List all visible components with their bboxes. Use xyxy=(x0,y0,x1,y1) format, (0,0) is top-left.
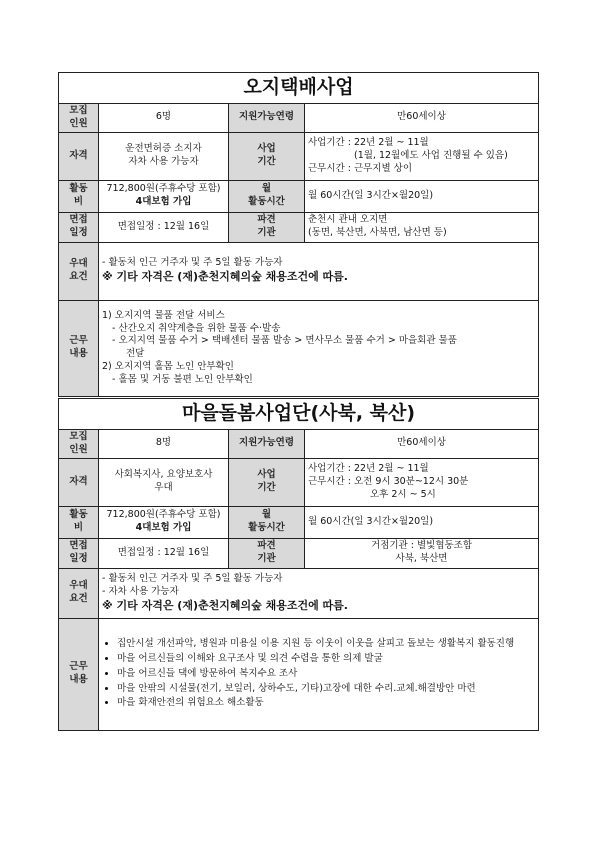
preference: - 활동처 인근 거주자 및 주 5일 활동 가능자 - 자차 사용 가능자 ※ 기타 자격은 (재)춘천지혜의숲 채용조건에 따름. xyxy=(99,568,539,618)
age-requirement: 만60세이상 xyxy=(305,104,539,133)
label-age: 지원가능연령 xyxy=(229,104,305,133)
label-preference: 우대 요건 xyxy=(59,242,99,300)
business-period: 사업기간 : 22년 2월 ~ 11월 근무시간 : 오전 9시 30분~12시 30분 오후 2시 ~ 5시 xyxy=(305,458,539,506)
label-qualification: 자격 xyxy=(59,458,99,506)
section-title: 오지택배사업 xyxy=(59,73,539,104)
pay: 712,800원(주휴수당 포함) 4대보험 가입 xyxy=(99,506,229,538)
list-item: • 마을 안팎의 시설물(전기, 보일러, 상하수도, 기타)고장에 대한 수리.교체.해결방안 마련 xyxy=(117,683,535,696)
recruit-count: 8명 xyxy=(99,430,229,459)
preference: - 활동처 인근 거주자 및 주 5일 활동 가능자 ※ 기타 자격은 (재)춘천지혜의숲 채용조건에 따름. xyxy=(99,242,539,300)
dispatch-agency: 거점기관 : 별빛협동조합 사북, 북산면 xyxy=(305,538,539,568)
label-interview: 면접 일정 xyxy=(59,538,99,568)
monthly-hours: 월 60시간(일 3시간×월20일) xyxy=(305,506,539,538)
pay: 712,800원(주휴수당 포함) 4대보험 가입 xyxy=(99,180,229,212)
label-dispatch: 파견 기관 xyxy=(229,538,305,568)
label-period: 사업 기간 xyxy=(229,458,305,506)
label-age: 지원가능연령 xyxy=(229,430,305,459)
label-interview: 면접 일정 xyxy=(59,212,99,242)
list-item: • 마을 화재안전의 위험요소 해소활동 xyxy=(117,697,535,710)
business-period: 사업기간 : 22년 2월 ~ 11월 (1월, 12월에도 사업 진행될 수 있음) 근무시간 : 근무지별 상이 xyxy=(305,132,539,180)
work-content: 1) 오지지역 물품 전달 서비스 - 산간오지 취약계층을 위한 물품 수·발송 - 오지지역 물품 수거 > 택배센터 물품 발송 > 면사무소 물품 수거 > 마을회관 물품 전달 2) 오지지역 홀몸 노인 안부확인 - 홀몸 및 거동 불편 노인 안부확인 xyxy=(99,300,539,396)
interview-date: 면접일정 : 12월 16일 xyxy=(99,538,229,568)
monthly-hours: 월 60시간(일 3시간×월20일) xyxy=(305,180,539,212)
list-item: • 집안시설 개선파악, 병원과 미용실 이용 지원 등 이웃이 이웃을 살피고 돌보는 생활복지 활동진행 xyxy=(117,638,535,651)
section-ojitaekbae xyxy=(58,72,539,397)
label-hours: 월 활동시간 xyxy=(229,506,305,538)
label-preference: 우대 요건 xyxy=(59,568,99,618)
interview-date: 면접일정 : 12월 16일 xyxy=(99,212,229,242)
label-dispatch: 파견 기관 xyxy=(229,212,305,242)
qualification: 운전면허증 소지자 자차 사용 가능자 xyxy=(99,132,229,180)
label-recruit: 모집 인원 xyxy=(59,430,99,459)
label-hours: 월 활동시간 xyxy=(229,180,305,212)
dispatch-agency: 춘천시 관내 오지면 (동면, 북산면, 사북면, 남산면 등) xyxy=(305,212,539,242)
label-recruit: 모집 인원 xyxy=(59,104,99,133)
section-village-care xyxy=(58,398,539,731)
label-work: 근무 내용 xyxy=(59,300,99,396)
label-period: 사업 기간 xyxy=(229,132,305,180)
list-item: • 마을 어르신들 댁에 방문하여 복지수요 조사 xyxy=(117,668,535,681)
qualification: 사회복지사, 요양보호사 우대 xyxy=(99,458,229,506)
section-title: 마을돌봄사업단(사북, 북산) xyxy=(59,399,539,430)
work-content xyxy=(99,618,539,730)
list-item: • 마을 어르신들의 이해와 요구조사 및 의견 수렴을 통한 의제 발굴 xyxy=(117,653,535,666)
label-pay: 활동 비 xyxy=(59,180,99,212)
label-work: 근무 내용 xyxy=(59,618,99,730)
recruit-count: 6명 xyxy=(99,104,229,133)
label-qualification: 자격 xyxy=(59,132,99,180)
age-requirement: 만60세이상 xyxy=(305,430,539,459)
label-pay: 활동 비 xyxy=(59,506,99,538)
